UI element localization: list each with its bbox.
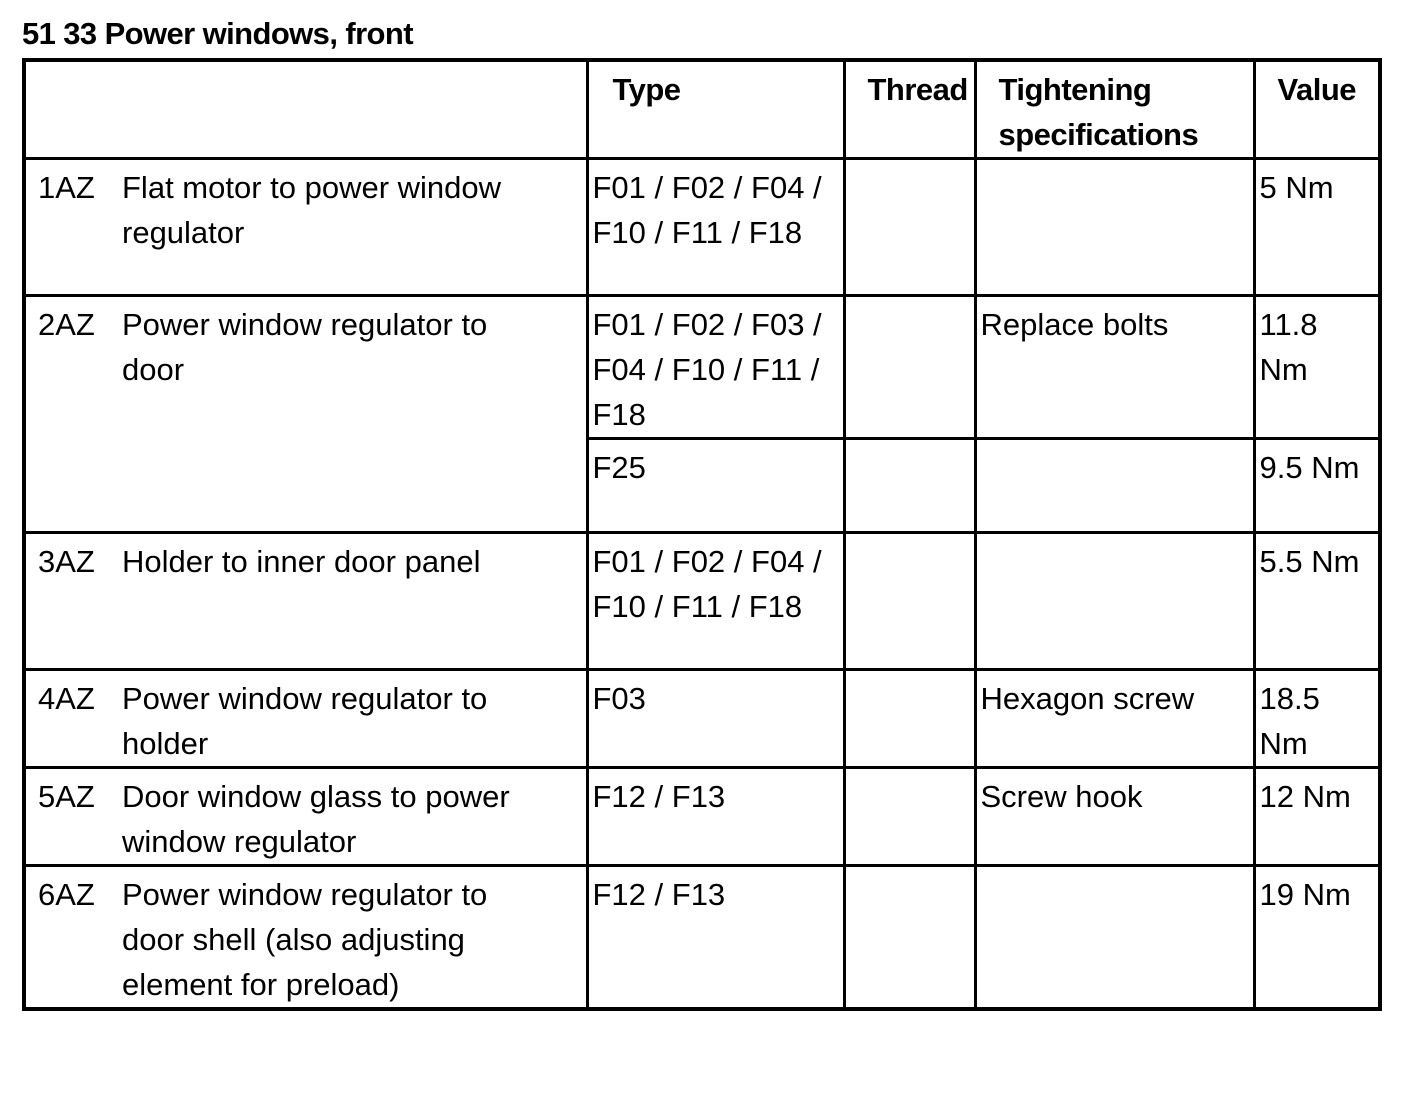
item-component: Door window glass to power window regulator xyxy=(122,779,510,859)
item-component: Power window regulator to door shell (also adjusting element for preload) xyxy=(122,877,488,1002)
value-cell: 18.5 Nm xyxy=(1254,670,1380,768)
header-thread: Thread xyxy=(844,60,975,159)
type-cell: F01 / F02 / F04 / F10 / F11 / F18 xyxy=(587,159,844,296)
header-value: Value xyxy=(1254,60,1380,159)
table-row xyxy=(24,670,1380,768)
item-cell xyxy=(24,533,587,670)
type-cell: F12 / F13 xyxy=(587,866,844,1010)
table-row xyxy=(24,296,1380,439)
table-row xyxy=(24,866,1380,1010)
type-cell: F01 / F02 / F04 / F10 / F11 / F18 xyxy=(587,533,844,670)
spec-cell xyxy=(975,866,1254,1010)
item-code: 5AZ xyxy=(38,779,95,814)
value-cell: 5.5 Nm xyxy=(1254,533,1380,670)
item-component: Power window regulator to holder xyxy=(122,681,488,761)
value-cell: 19 Nm xyxy=(1254,866,1380,1010)
item-code: 2AZ xyxy=(38,307,95,342)
item-code: 6AZ xyxy=(38,877,95,912)
type-cell: F25 xyxy=(587,439,844,533)
type-cell: F03 xyxy=(587,670,844,768)
spec-cell xyxy=(975,159,1254,296)
item-code: 1AZ xyxy=(38,170,95,205)
type-cell: F01 / F02 / F03 / F04 / F10 / F11 / F18 xyxy=(587,296,844,439)
table-row xyxy=(24,533,1380,670)
type-cell: F12 / F13 xyxy=(587,768,844,866)
value-cell: 12 Nm xyxy=(1254,768,1380,866)
value-cell: 5 Nm xyxy=(1254,159,1380,296)
item-cell xyxy=(24,296,587,533)
spec-cell xyxy=(975,533,1254,670)
header-tightening: Tightening specifications xyxy=(975,60,1254,159)
thread-cell xyxy=(844,768,975,866)
value-cell: 9.5 Nm xyxy=(1254,439,1380,533)
table-row xyxy=(24,159,1380,296)
thread-cell xyxy=(844,439,975,533)
thread-cell xyxy=(844,296,975,439)
item-component: Holder to inner door panel xyxy=(122,544,481,579)
spec-cell: Replace bolts xyxy=(975,296,1254,439)
item-cell xyxy=(24,159,587,296)
thread-cell xyxy=(844,533,975,670)
item-component: Flat motor to power window regulator xyxy=(122,170,502,250)
item-cell xyxy=(24,768,587,866)
header-item xyxy=(24,60,587,159)
spec-cell: Hexagon screw xyxy=(975,670,1254,768)
item-cell xyxy=(24,866,587,1010)
torque-spec-table xyxy=(22,58,1382,1011)
item-code: 4AZ xyxy=(38,681,95,716)
table-header-row xyxy=(24,60,1380,159)
thread-cell xyxy=(844,866,975,1010)
table-row xyxy=(24,768,1380,866)
item-component: Power window regulator to door xyxy=(122,307,488,387)
thread-cell xyxy=(844,159,975,296)
page-title: 51 33 Power windows, front xyxy=(22,16,413,51)
item-cell xyxy=(24,670,587,768)
item-code: 3AZ xyxy=(38,544,95,579)
spec-cell xyxy=(975,439,1254,533)
header-type: Type xyxy=(587,60,844,159)
value-cell: 11.8 Nm xyxy=(1254,296,1380,439)
thread-cell xyxy=(844,670,975,768)
spec-cell: Screw hook xyxy=(975,768,1254,866)
